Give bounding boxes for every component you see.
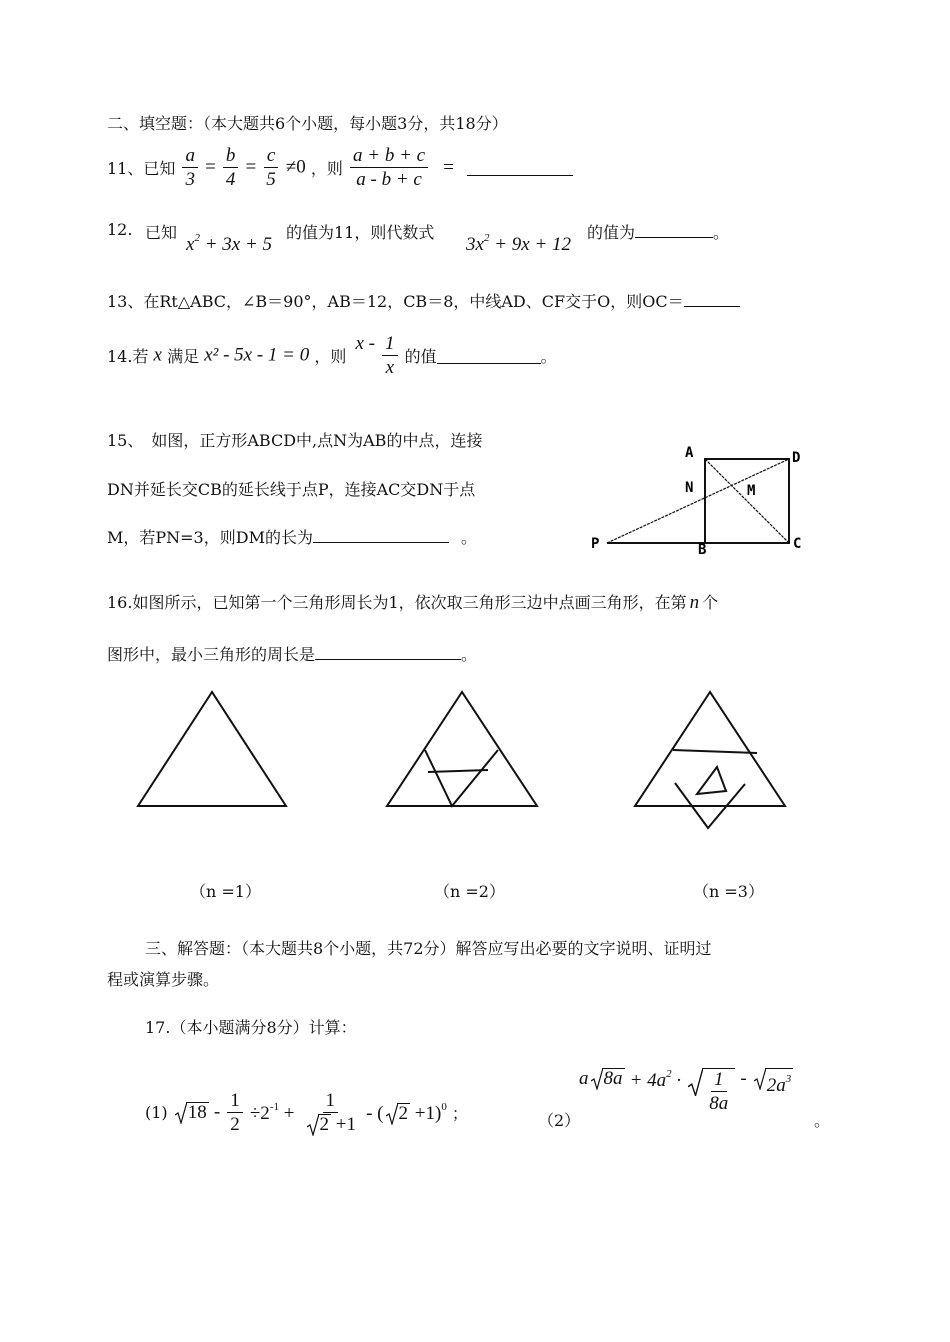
equals-sign: = (205, 156, 216, 178)
label-c: C (793, 536, 802, 552)
q15-line-2: DN并延长交CB的延长线于点P，连接AC交DN于点 (107, 480, 476, 499)
q17-title: 17.（本小题满分8分）计算： (145, 1018, 357, 1037)
fraction-one-half: $\frac{1}{2}$ (227, 1090, 243, 1135)
section3-line-1: 三、解答题：（本大题共8个小题，共72分）解答应写出必要的文字说明、证明过 (145, 939, 712, 958)
triangle-n3-smallest (697, 767, 726, 794)
square-diagram (585, 440, 815, 560)
q12-expression-2: $3x^2 + 9x + 12$ (466, 232, 572, 255)
caption-n2: （n =2） (434, 882, 505, 901)
fraction-a-3: $\frac{a}{3}$ (182, 145, 198, 190)
sqrt-18: 18 (175, 1102, 209, 1124)
then-text: ，则 (314, 347, 347, 366)
equals-sign: = (443, 156, 454, 178)
sqrt-8a: 8a (591, 1068, 625, 1090)
part-2-label: （2） (538, 1111, 581, 1130)
q12-known: 已知 (145, 223, 178, 242)
fraction-c-5: $\frac{c}{5}$ (263, 145, 279, 190)
triangle-n1 (138, 692, 286, 806)
q14-value-text: 的值 (404, 347, 437, 366)
label-n: N (685, 480, 694, 496)
label-b: B (698, 542, 707, 558)
equals-sign: = (245, 156, 257, 178)
answer-blank[interactable] (467, 159, 573, 176)
caption-n3: （n =3） (693, 882, 764, 901)
fraction-b-4: $\frac{b}{4}$ (223, 145, 239, 190)
question-11 (107, 145, 573, 190)
answer-blank[interactable] (635, 221, 713, 238)
q15-line-1: 15、 如图，正方形ABCD中,点N为AB的中点，连接 (107, 431, 483, 450)
q12-text-1: 的值为11，则代数式 (286, 223, 435, 242)
variable-x: x (153, 344, 162, 366)
part-1-label: (1) (145, 1103, 168, 1122)
fraction-one-over-sqrt2-plus-1: $\frac{1}{2 +1}$ (302, 1090, 359, 1135)
section-heading: 二、填空题：（本大题共6个小题，每小题3分，共18分） (107, 114, 508, 133)
triangle-n2-inner (425, 750, 498, 806)
q17-part-2: a $8a + 4a^2$ · $\frac{1}{8a}$ - $2a^3$ (579, 1068, 792, 1114)
section3-line-2: 程或演算步骤。 (107, 970, 220, 989)
q14-equation: x² - 5x - 1 = 0 (204, 344, 310, 366)
q17-part-1: (1) 18 - $\frac{1}{2}$ $\div 2^{-1}$ + $\frac{1}{2 +1}$ - ( 2 +1)$^0$ ； (145, 1090, 468, 1135)
label-p: P (591, 536, 600, 552)
fraction-1-over-x: $\frac{1}{x}$ (382, 333, 398, 378)
question-14: 14.若 x 满足 x² - 5x - 1 = 0 ，则 x - $\frac{1}{x}$ 的值 。 (107, 332, 557, 378)
fraction-expression: $\frac{a + b + c}{a - b + c}$ (350, 145, 428, 190)
q14-label: 14.若 (107, 347, 149, 366)
then-text: ，则 (310, 159, 343, 178)
line-pd (607, 459, 789, 543)
sqrt-one-over-8a: $\frac{1}{8a}$ (688, 1068, 735, 1114)
question-13: 13、在Rt△ABC，∠B＝90°，AB＝12，CB＝8，中线AD、CF交于O，则OC＝ (107, 289, 740, 312)
triangle-n2-outer (387, 692, 537, 806)
label-d: D (792, 450, 801, 466)
q12-expression-1: $x^2 + 3x + 5$ (186, 232, 273, 255)
answer-blank[interactable] (313, 526, 449, 543)
q12-text-2: 的值为 。 (587, 223, 730, 242)
not-equal-zero: ≠0 (285, 156, 306, 178)
caption-n1: （n =1） (190, 882, 261, 901)
diagonal-ac (705, 459, 789, 543)
semicolon: ； (451, 1104, 468, 1123)
answer-blank[interactable] (315, 643, 461, 660)
triangle-n3-midline (673, 750, 757, 753)
q11-label: 11、已知 (107, 159, 176, 178)
q12-label: 12. (107, 220, 133, 239)
triangle-figures (120, 680, 820, 840)
q14-expr-x: x - (355, 332, 375, 354)
q15-line-3: M，若PN=3，则DM的长为 。 (107, 528, 477, 547)
label-a: A (685, 445, 694, 461)
answer-blank[interactable] (684, 290, 740, 307)
q14-condition-text: 满足 (167, 347, 200, 366)
triangle-n3-outer (635, 692, 785, 806)
q16-line-2: 图形中，最小三角形的周长是 。 (107, 645, 478, 664)
label-m: M (747, 483, 756, 499)
end-period: 。 (814, 1111, 831, 1130)
answer-blank[interactable] (437, 347, 541, 364)
q16-line-1: 16.如图所示，已知第一个三角形周长为1，依次取三角形三边中点画三角形，在第 n 个 (107, 592, 719, 613)
sqrt-2a-cubed: $2a^3$ (754, 1068, 794, 1097)
